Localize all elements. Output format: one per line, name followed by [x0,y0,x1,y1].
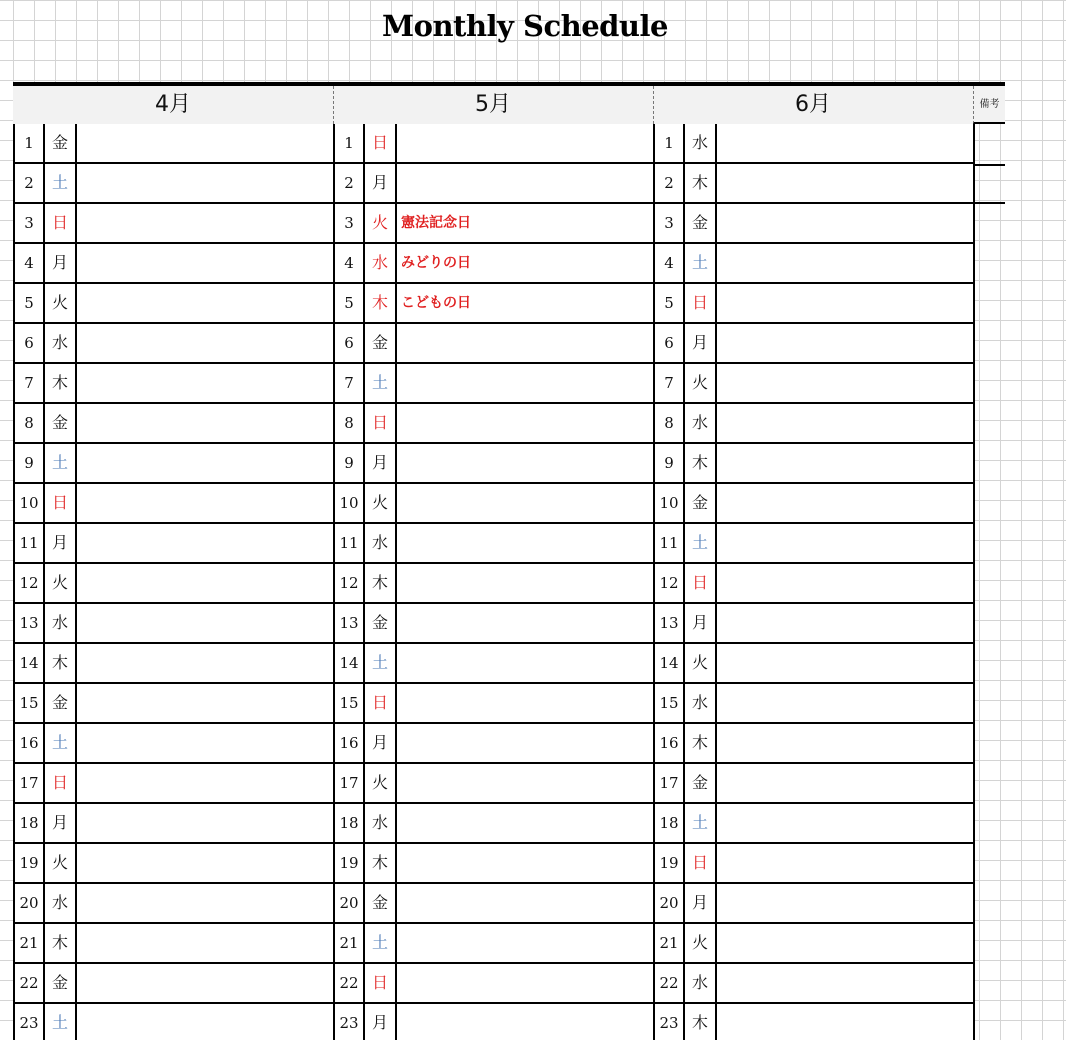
day-weekday: 月 [365,724,397,762]
day-weekday: 金 [685,484,717,522]
day-row[interactable] [655,484,973,524]
month-column-april [13,124,333,1040]
day-note-cell[interactable]: こどもの日 [401,295,471,311]
page-title: Monthly Schedule [382,9,668,43]
day-number: 7 [15,364,45,402]
day-number: 11 [655,524,685,562]
day-row[interactable] [655,1004,973,1040]
day-row[interactable] [655,124,973,164]
day-weekday: 金 [365,884,397,922]
day-weekday: 火 [45,844,77,882]
day-number: 1 [335,124,365,162]
day-weekday: 火 [685,644,717,682]
day-weekday: 火 [365,764,397,802]
day-row[interactable] [655,284,973,324]
day-row[interactable] [15,444,333,484]
day-weekday: 日 [365,684,397,722]
day-weekday: 火 [685,364,717,402]
day-number: 22 [655,964,685,1002]
day-row[interactable] [15,204,333,244]
day-weekday: 月 [365,164,397,202]
day-row[interactable] [655,764,973,804]
day-weekday: 日 [45,204,77,242]
day-weekday: 木 [45,924,77,962]
day-weekday: 金 [365,324,397,362]
day-number: 6 [335,324,365,362]
day-number: 17 [335,764,365,802]
day-weekday: 日 [365,964,397,1002]
day-row[interactable] [335,164,653,204]
day-weekday: 火 [365,484,397,522]
day-number: 2 [15,164,45,202]
day-number: 22 [15,964,45,1002]
day-weekday: 木 [365,844,397,882]
day-weekday: 日 [685,284,717,322]
day-row[interactable] [15,964,333,1004]
day-weekday: 水 [45,884,77,922]
day-row[interactable] [335,204,653,244]
day-note-cell[interactable]: 憲法記念日 [401,215,471,231]
day-weekday: 月 [365,444,397,482]
day-row[interactable] [335,644,653,684]
day-number: 2 [335,164,365,202]
day-weekday: 木 [685,164,717,202]
day-row[interactable] [655,804,973,844]
day-number: 2 [655,164,685,202]
day-weekday: 月 [685,604,717,642]
day-number: 14 [335,644,365,682]
day-row[interactable] [335,324,653,364]
day-weekday: 日 [685,844,717,882]
day-row[interactable] [15,604,333,644]
day-number: 5 [335,284,365,322]
day-weekday: 金 [45,684,77,722]
day-weekday: 水 [685,684,717,722]
day-row[interactable] [15,364,333,404]
day-number: 17 [15,764,45,802]
day-number: 22 [335,964,365,1002]
day-number: 1 [15,124,45,162]
day-number: 19 [335,844,365,882]
day-row[interactable] [15,284,333,324]
day-row[interactable] [15,244,333,284]
day-row[interactable] [335,1004,653,1040]
day-row[interactable] [335,844,653,884]
day-weekday: 日 [685,564,717,602]
day-row[interactable] [655,564,973,604]
day-row[interactable] [335,804,653,844]
day-row[interactable] [15,804,333,844]
day-weekday: 月 [685,324,717,362]
day-weekday: 月 [685,884,717,922]
day-row[interactable] [15,484,333,524]
day-row[interactable] [15,924,333,964]
day-row[interactable] [655,924,973,964]
day-row[interactable] [335,724,653,764]
day-number: 8 [655,404,685,442]
day-row[interactable] [15,684,333,724]
day-row[interactable] [655,364,973,404]
day-row[interactable] [15,644,333,684]
day-weekday: 火 [45,284,77,322]
day-row[interactable] [15,324,333,364]
day-number: 17 [655,764,685,802]
day-weekday: 火 [45,564,77,602]
day-note-cell[interactable]: みどりの日 [401,255,471,271]
day-row[interactable] [15,764,333,804]
day-number: 15 [335,684,365,722]
month-header-april: 4月 [155,92,191,117]
day-weekday: 金 [365,604,397,642]
day-row[interactable] [655,404,973,444]
day-row[interactable] [335,284,653,324]
day-weekday: 土 [365,924,397,962]
day-number: 13 [335,604,365,642]
day-row[interactable] [335,764,653,804]
day-weekday: 土 [45,444,77,482]
day-number: 7 [335,364,365,402]
day-number: 16 [15,724,45,762]
day-number: 15 [655,684,685,722]
day-weekday: 火 [685,924,717,962]
day-number: 12 [335,564,365,602]
day-row[interactable] [335,124,653,164]
month-column-may [333,124,653,1040]
day-number: 4 [655,244,685,282]
day-row[interactable] [655,324,973,364]
day-weekday: 木 [365,284,397,322]
day-number: 16 [335,724,365,762]
day-row[interactable] [655,964,973,1004]
day-row[interactable] [655,444,973,484]
day-weekday: 金 [45,124,77,162]
day-row[interactable] [655,644,973,684]
day-number: 23 [655,1004,685,1040]
day-row[interactable] [655,164,973,204]
day-row[interactable] [15,164,333,204]
day-weekday: 土 [685,804,717,842]
remarks-column-line [973,204,975,1040]
month-column-june [653,124,973,1040]
day-weekday: 水 [45,604,77,642]
day-row[interactable] [655,724,973,764]
day-row[interactable] [15,524,333,564]
day-number: 23 [15,1004,45,1040]
day-number: 8 [335,404,365,442]
day-number: 19 [15,844,45,882]
day-number: 12 [655,564,685,602]
day-number: 1 [655,124,685,162]
day-weekday: 水 [685,964,717,1002]
day-row[interactable] [335,524,653,564]
day-weekday: 土 [45,164,77,202]
day-weekday: 土 [685,244,717,282]
day-weekday: 土 [365,364,397,402]
day-row[interactable] [335,484,653,524]
day-number: 11 [335,524,365,562]
day-number: 3 [15,204,45,242]
day-weekday: 月 [365,1004,397,1040]
day-weekday: 木 [685,444,717,482]
day-weekday: 金 [685,204,717,242]
day-weekday: 水 [45,324,77,362]
day-row[interactable] [15,884,333,924]
day-weekday: 月 [45,524,77,562]
day-weekday: 水 [365,524,397,562]
day-number: 20 [15,884,45,922]
day-weekday: 木 [685,724,717,762]
day-weekday: 土 [365,644,397,682]
day-weekday: 木 [45,364,77,402]
day-row[interactable] [655,604,973,644]
day-weekday: 日 [45,484,77,522]
day-weekday: 土 [45,1004,77,1040]
day-weekday: 水 [365,804,397,842]
day-row[interactable] [335,244,653,284]
day-number: 10 [655,484,685,522]
day-weekday: 水 [365,244,397,282]
day-number: 21 [335,924,365,962]
day-number: 19 [655,844,685,882]
day-row[interactable] [655,884,973,924]
day-number: 13 [655,604,685,642]
day-number: 13 [15,604,45,642]
day-row[interactable] [335,564,653,604]
day-number: 11 [15,524,45,562]
day-row[interactable] [335,884,653,924]
day-number: 3 [335,204,365,242]
day-weekday: 水 [685,124,717,162]
day-row[interactable] [335,964,653,1004]
month-header-june: 6月 [795,92,831,117]
day-weekday: 日 [365,124,397,162]
day-number: 9 [15,444,45,482]
day-row[interactable] [15,124,333,164]
day-number: 12 [15,564,45,602]
day-row[interactable] [335,604,653,644]
day-row[interactable] [655,844,973,884]
day-number: 4 [335,244,365,282]
day-weekday: 土 [45,724,77,762]
day-number: 18 [655,804,685,842]
day-number: 18 [335,804,365,842]
day-weekday: 火 [365,204,397,242]
day-row[interactable] [335,444,653,484]
day-row[interactable] [655,204,973,244]
day-row[interactable] [335,404,653,444]
day-weekday: 金 [45,964,77,1002]
remarks-divider [973,164,1005,166]
day-row[interactable] [335,684,653,724]
day-number: 4 [15,244,45,282]
day-row[interactable] [15,844,333,884]
day-number: 7 [655,364,685,402]
remarks-header: 備考 [973,86,1005,124]
month-header-row [13,86,973,126]
day-weekday: 金 [685,764,717,802]
day-number: 20 [655,884,685,922]
day-weekday: 月 [45,244,77,282]
day-number: 23 [335,1004,365,1040]
day-weekday: 木 [685,1004,717,1040]
day-weekday: 木 [45,644,77,682]
day-row[interactable] [655,684,973,724]
day-weekday: 水 [685,404,717,442]
day-number: 3 [655,204,685,242]
day-row[interactable] [15,1004,333,1040]
day-weekday: 木 [365,564,397,602]
day-number: 15 [15,684,45,722]
day-weekday: 日 [45,764,77,802]
day-number: 5 [15,284,45,322]
day-number: 18 [15,804,45,842]
day-number: 10 [335,484,365,522]
day-number: 6 [655,324,685,362]
day-number: 16 [655,724,685,762]
day-number: 14 [15,644,45,682]
day-number: 14 [655,644,685,682]
day-weekday: 土 [685,524,717,562]
day-row[interactable] [15,724,333,764]
day-row[interactable] [335,924,653,964]
day-row[interactable] [15,564,333,604]
day-number: 21 [655,924,685,962]
day-number: 9 [335,444,365,482]
day-number: 6 [15,324,45,362]
day-row[interactable] [655,524,973,564]
day-weekday: 金 [45,404,77,442]
day-number: 20 [335,884,365,922]
day-weekday: 月 [45,804,77,842]
day-number: 5 [655,284,685,322]
month-header-may: 5月 [475,92,511,117]
day-number: 21 [15,924,45,962]
day-number: 9 [655,444,685,482]
day-weekday: 日 [365,404,397,442]
day-number: 8 [15,404,45,442]
day-number: 10 [15,484,45,522]
day-row[interactable] [335,364,653,404]
day-row[interactable] [15,404,333,444]
day-row[interactable] [655,244,973,284]
